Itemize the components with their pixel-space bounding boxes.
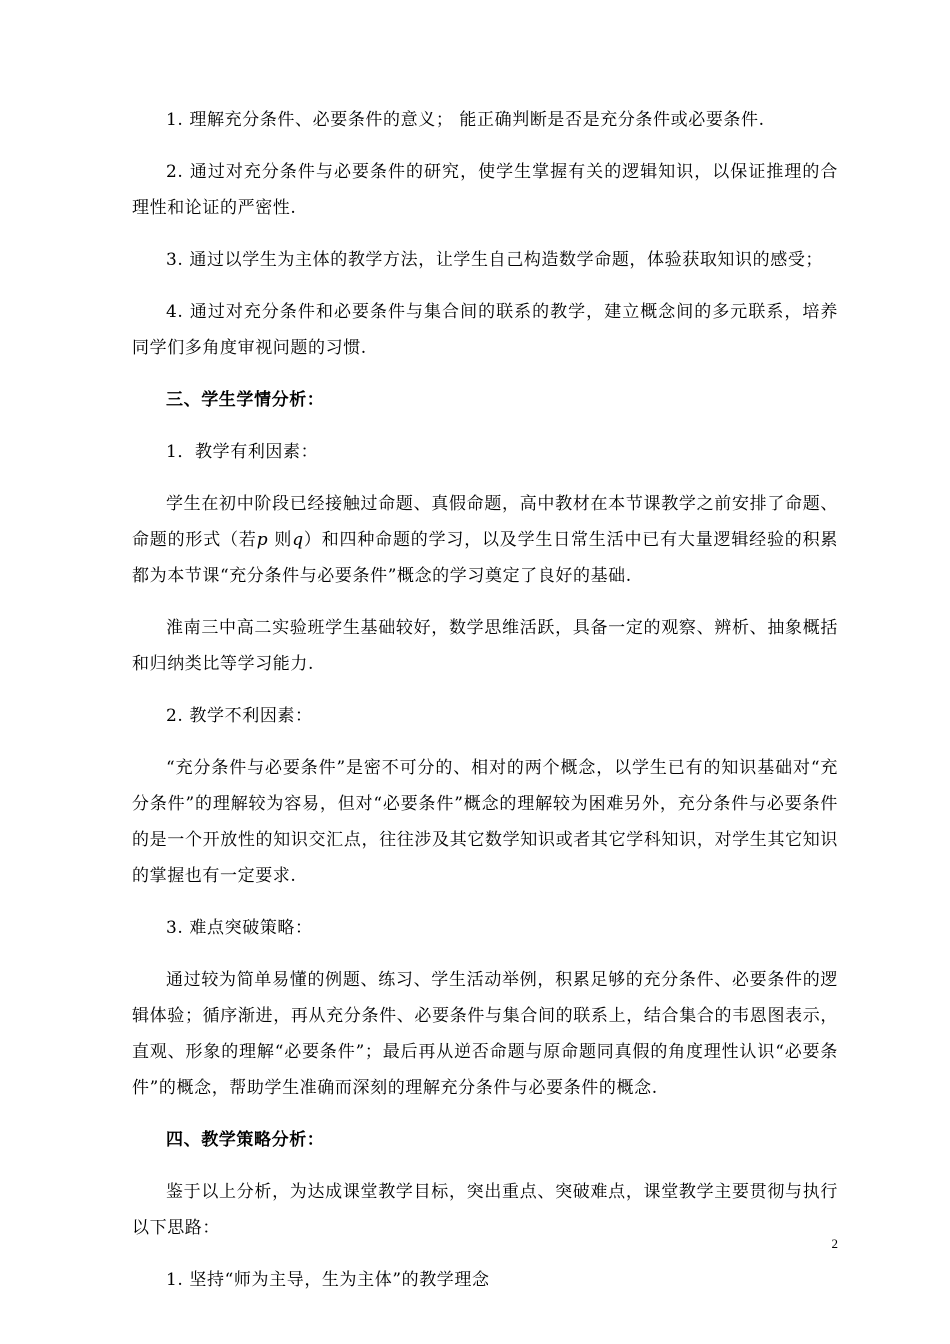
subheading-unfavorable-factors: 2. 教学不利因素： <box>166 706 313 726</box>
paragraph-difficulties: “充分条件与必要条件”是密不可分的、相对的两个概念，以学生已有的知识基础对“充分条件”的理解较为容易，但对“必要条件”概念的理解较为困难另外，充分条件与必要条件的是一个开放性的知识交汇点，往往涉及其它数学知识或者其它学科知识，对学生其它知识的掌握也有一定要求. <box>132 758 838 886</box>
paragraph-strategy-intro: 鉴于以上分析，为达成课堂教学目标，突出重点、突破难点，课堂教学主要贯彻与执行以下思路： <box>132 1182 838 1238</box>
goal-2: 2. 通过对充分条件与必要条件的研究，使学生掌握有关的逻辑知识，以保证推理的合理性和论证的严密性. <box>132 162 838 218</box>
goal-3: 3. 通过以学生为主体的教学方法，让学生自己构造数学命题，体验获取知识的感受； <box>166 250 824 270</box>
paragraph-strategy: 通过较为简单易懂的例题、练习、学生活动举例，积累足够的充分条件、必要条件的逻辑体验；循序渐进，再从充分条件、必要条件与集合间的联系上，结合集合的韦恩图表示，直观、形象的理解“必要条件”；最后再从逆否命题与原命题同真假的角度理性认识“必要条件”的概念，帮助学生准确而深刻的理解充分条件与必要条件的概念. <box>132 970 838 1098</box>
paragraph-prior-knowledge: 学生在初中阶段已经接触过命题、真假命题，高中教材在本节课教学之前安排了命题、命题的形式（若p 则q）和四种命题的学习，以及学生日常生活中已有大量逻辑经验的积累都为本节课“充分条件与必要条件”概念的学习奠定了良好的基础. <box>132 494 838 586</box>
paragraph-class-profile: 淮南三中高二实验班学生基础较好，数学思维活跃，具备一定的观察、辨析、抽象概括和归纳类比等学习能力. <box>132 618 838 674</box>
variable-p: p <box>256 530 269 550</box>
subheading-favorable-factors: 1．教学有利因素： <box>166 442 319 462</box>
goal-4: 4. 通过对充分条件和必要条件与集合间的联系的教学，建立概念间的多元联系，培养同学们多角度审视问题的习惯. <box>132 302 838 358</box>
section-heading-student-analysis: 三、学生学情分析： <box>166 390 325 410</box>
strategy-item-1: 1. 坚持“师为主导，生为主体”的教学理念 <box>166 1270 490 1290</box>
goal-1: 1. 理解充分条件、必要条件的意义； 能正确判断是否是充分条件或必要条件. <box>166 110 765 130</box>
page-number: 2 <box>831 1236 838 1251</box>
page-body <box>132 102 838 1314</box>
variable-q: q <box>292 530 304 550</box>
section-heading-teaching-strategy: 四、教学策略分析： <box>166 1130 325 1150</box>
subheading-breakthrough-strategy: 3. 难点突破策略： <box>166 918 313 938</box>
